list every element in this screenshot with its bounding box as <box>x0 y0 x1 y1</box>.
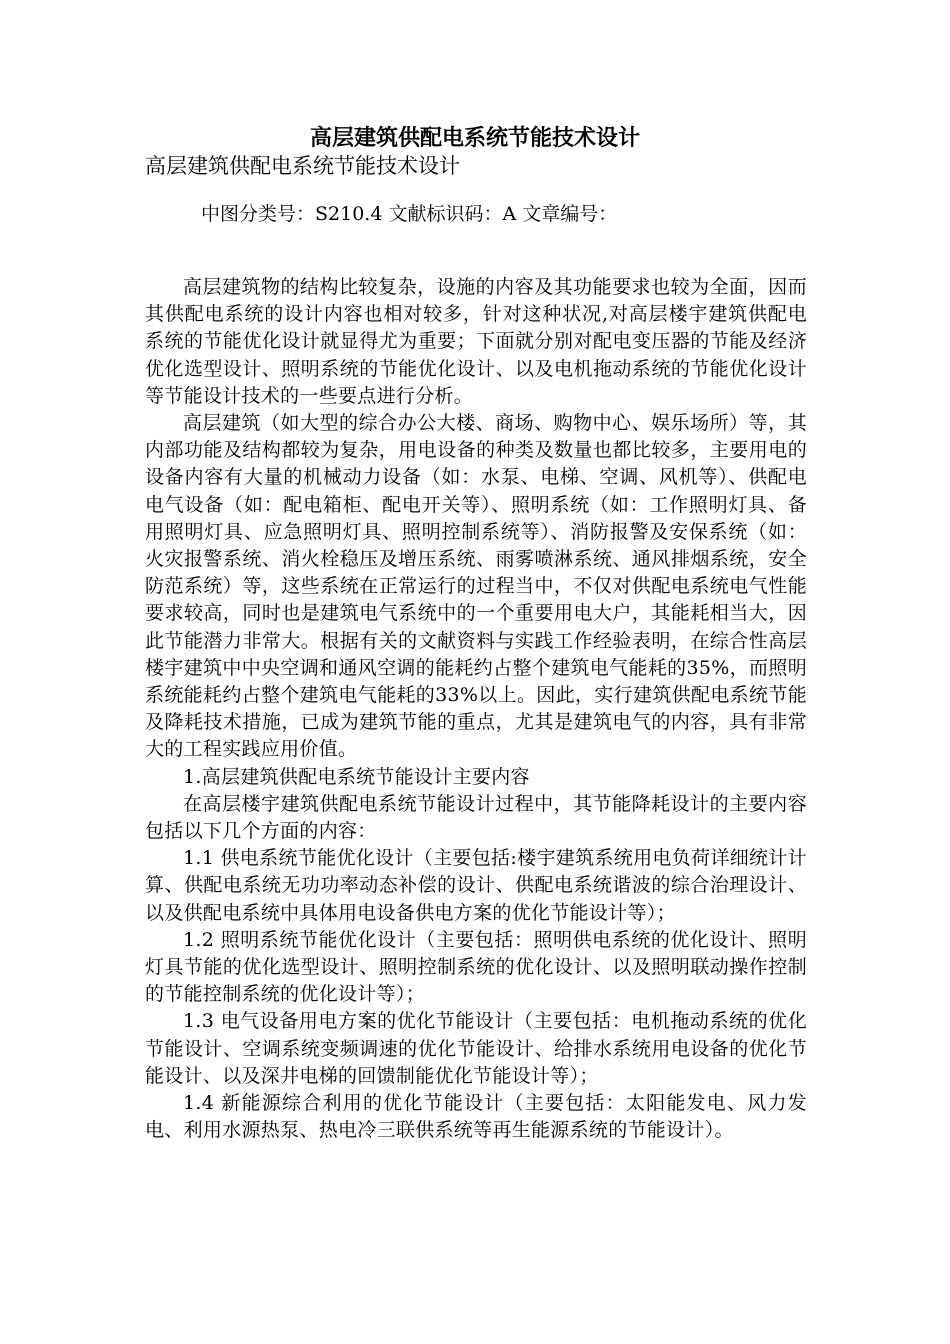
document-title: 高层建筑供配电系统节能技术设计 <box>309 125 640 151</box>
list-item: 1.4 新能源综合利用的优化节能设计（主要包括：太阳能发电、风力发电、利用水源热泵、热电冷三联供系统等再生能源系统的节能设计）。 <box>145 1092 807 1142</box>
paragraph: 高层建筑物的结构比较复杂，设施的内容及其功能要求也较为全面，因而其供配电系统的设计内容也相对较多，针对这种状况,对高层楼宇建筑供配电系统的节能优化设计就显得尤为重要；下面就分别对配电变压器的节能及经济优化选型设计、照明系统的节能优化设计、以及电机拖动系统的节能优化设计等节能设计技术的一些要点进行分析。 <box>145 276 807 407</box>
document-body <box>145 274 807 1145</box>
paragraph: 高层建筑（如大型的综合办公大楼、商场、购物中心、娱乐场所）等，其内部功能及结构都较为复杂，用电设备的种类及数量也都比较多，主要用电的设备内容有大量的机械动力设备（如：水泵、电梯、空调、风机等）、供配电电气设备（如：配电箱柜、配电开关等）、照明系统（如：工作照明灯具、备用照明灯具、应急照明灯具、照明控制系统等）、消防报警及安保系统（如：火灾报警系统、消火栓稳压及增压系统、雨雾喷淋系统、通风排烟系统，安全防范系统）等，这些系统在正常运行的过程当中，不仅对供配电系统电气性能要求较高，同时也是建筑电气系统中的一个重要用电大户，其能耗相当大，因此节能潜力非常大。根据有关的文献资料与实践工作经验表明，在综合性高层楼宇建筑中中央空调和通风空调的能耗约占整个建筑电气能耗的35%，而照明系统能耗约占整个建筑电气能耗的33%以上。因此，实行建筑供配电系统节能及降耗技术措施，已成为建筑节能的重点，尤其是建筑电气的内容，具有非常大的工程实践应用价值。 <box>145 412 807 761</box>
classification-line: 中图分类号：S210.4 文献标识码：A 文章编号： <box>201 203 618 225</box>
paragraph: 在高层楼宇建筑供配电系统节能设计过程中，其节能降耗设计的主要内容包括以下几个方面的内容： <box>145 792 807 843</box>
list-item: 1.1 供电系统节能优化设计（主要包括:楼宇建筑系统用电负荷详细统计计算、供配电系统无功功率动态补偿的设计、供配电系统谐波的综合治理设计、以及供配电系统中具体用电设备供电方案的优化节能设计等）； <box>145 847 807 924</box>
section-heading: 1.高层建筑供配电系统节能设计主要内容 <box>183 765 530 788</box>
list-item: 1.3 电气设备用电方案的优化节能设计（主要包括：电机拖动系统的优化节能设计、空调系统变频调速的优化节能设计、给排水系统用电设备的优化节能设计、以及深井电梯的回馈制能优化节能设计等）； <box>145 1010 807 1087</box>
document-subtitle: 高层建筑供配电系统节能技术设计 <box>145 154 460 178</box>
list-item: 1.2 照明系统节能优化设计（主要包括：照明供电系统的优化设计、照明灯具节能的优化选型设计、照明控制系统的优化设计、以及照明联动操作控制的节能控制系统的优化设计等）； <box>145 928 807 1006</box>
